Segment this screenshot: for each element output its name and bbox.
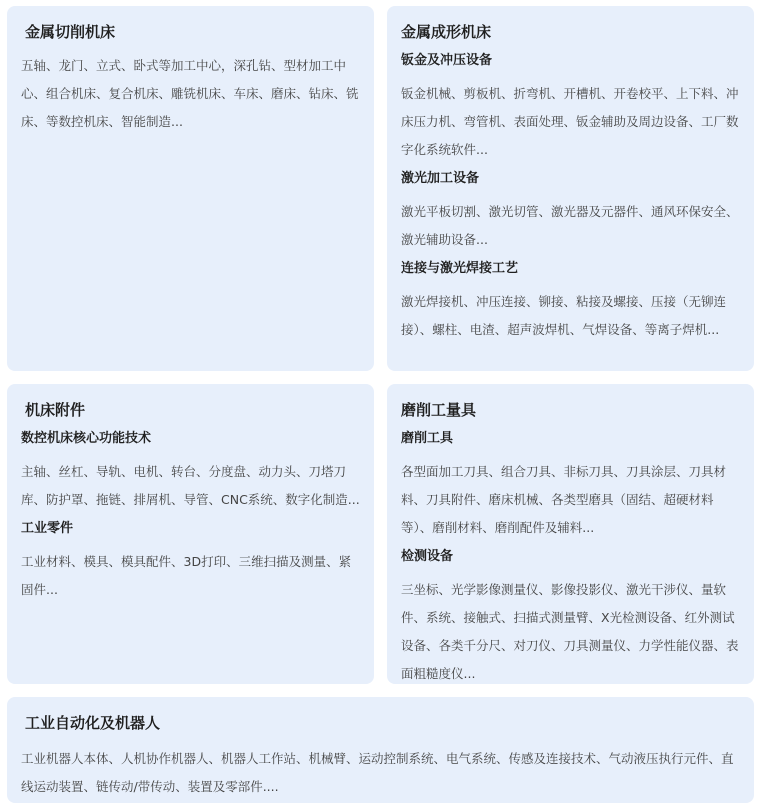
- card-title: 磨削工量具: [401, 401, 477, 419]
- subcategory-description: 三坐标、光学影像测量仪、影像投影仪、激光干涉仪、量软件、系统、接触式、扫描式测量臂、X光检测设备、红外测试设备、各类千分尺、对刀仪、刀具测量仪、力学性能仪器、表面粗糙度仪...: [401, 582, 739, 681]
- subcategory-laser-processing[interactable]: [401, 170, 740, 254]
- subcategory-title: 数控机床核心功能技术: [21, 431, 152, 446]
- subcategory-sheet-metal[interactable]: [401, 52, 740, 164]
- subcategory-description: 钣金机械、剪板机、折弯机、开槽机、开卷校平、上下料、冲床压力机、弯管机、表面处理、钣金辅助及周边设备、工厂数字化系统软件...: [401, 86, 739, 157]
- subcategory-description: 工业材料、模具、模具配件、3D打印、三维扫描及测量、紧固件...: [21, 554, 352, 597]
- subcategory-title: 磨削工具: [401, 431, 454, 446]
- category-card-machine-accessories[interactable]: [7, 384, 374, 684]
- category-card-automation-robotics[interactable]: [7, 697, 754, 803]
- subcategory-description: 主轴、丝杠、导轨、电机、转台、分度盘、动力头、刀塔刀库、防护罩、拖链、排屑机、导管、CNC系统、数字化制造...: [21, 464, 360, 507]
- subcategory-inspection-equipment[interactable]: [401, 548, 740, 684]
- subcategory-title: 钣金及冲压设备: [401, 53, 493, 68]
- subcategory-cnc-core-tech[interactable]: [21, 430, 360, 514]
- category-card-metal-cutting[interactable]: [7, 6, 374, 371]
- subcategory-grinding-tools[interactable]: [401, 430, 740, 542]
- card-title: 机床附件: [25, 401, 86, 419]
- card-title: 工业自动化及机器人: [25, 714, 161, 732]
- card-description: 工业机器人本体、人机协作机器人、机器人工作站、机械臂、运动控制系统、电气系统、传感及连接技术、气动液压执行元件、直线运动装置、链传动/带传动、装置及零部件....: [21, 751, 734, 794]
- category-card-metal-forming[interactable]: [387, 6, 754, 371]
- category-card-abrasive-tools[interactable]: [387, 384, 754, 684]
- card-title: 金属切削机床: [25, 23, 116, 41]
- subcategory-title: 连接与激光焊接工艺: [401, 261, 519, 276]
- subcategory-title: 工业零件: [21, 521, 74, 536]
- subcategory-description: 激光焊接机、冲压连接、铆接、粘接及螺接、压接（无铆连接）、螺柱、电渣、超声波焊机、气焊设备、等离子焊机...: [401, 294, 727, 337]
- subcategory-title: 激光加工设备: [401, 171, 480, 186]
- subcategory-description: 各型面加工刀具、组合刀具、非标刀具、刀具涂层、刀具材料、刀具附件、磨床机械、各类型磨具（固结、超硬材料等）、磨削材料、磨削配件及辅料...: [401, 464, 727, 535]
- card-description: 五轴、龙门、立式、卧式等加工中心，深孔钻、型材加工中心、组合机床、复合机床、雕铣机床、车床、磨床、钻床、铣床、等数控机床、智能制造...: [21, 58, 359, 129]
- subcategory-joining-welding[interactable]: [401, 260, 740, 344]
- subcategory-industrial-parts[interactable]: [21, 520, 360, 604]
- subcategory-description: 激光平板切割、激光切管、激光器及元器件、通风环保安全、激光辅助设备...: [401, 204, 739, 247]
- subcategory-title: 检测设备: [401, 549, 454, 564]
- card-title: 金属成形机床: [401, 23, 492, 41]
